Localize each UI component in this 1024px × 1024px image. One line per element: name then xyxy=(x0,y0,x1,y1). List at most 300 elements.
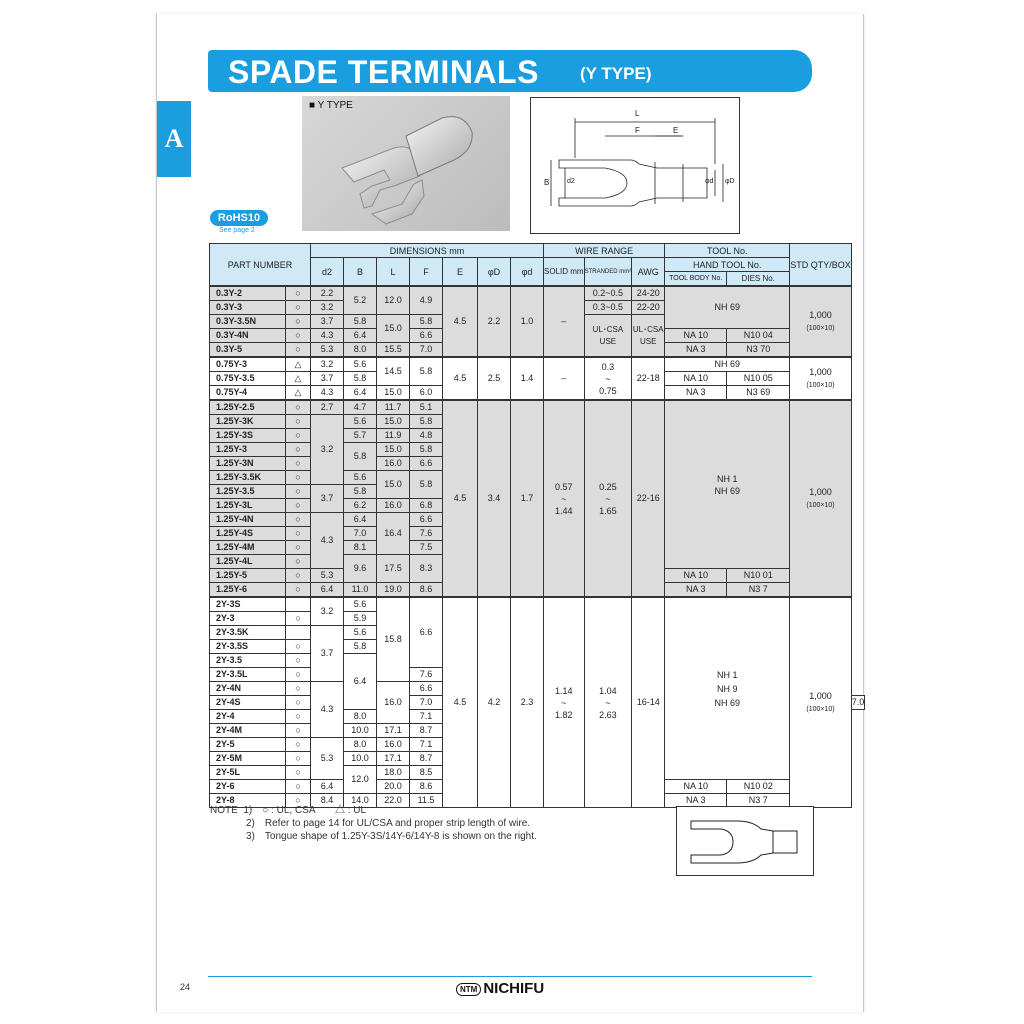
cell-E: 4.5 xyxy=(443,400,478,597)
part-number: 1.25Y-4L xyxy=(210,555,286,569)
part-number: 2Y-4 xyxy=(210,710,286,724)
approval-mark: ○ xyxy=(286,668,311,682)
cell-B: 5.2 xyxy=(344,286,377,315)
approval-mark: ○ xyxy=(286,682,311,696)
cell-L: 15.8 xyxy=(377,597,410,682)
cell-F: 11.5 xyxy=(410,794,443,808)
cell-L: 19.0 xyxy=(377,583,410,598)
cell-d2: 5.3 xyxy=(311,738,344,780)
qty-sub: (100×10) xyxy=(806,324,835,332)
cell-solid xyxy=(544,400,585,597)
range-tilde: ~ xyxy=(561,493,567,504)
cell-solid: – xyxy=(544,357,585,400)
approval-mark: ○ xyxy=(286,555,311,569)
cell-F: 6.6 xyxy=(410,597,443,668)
cell-dies: N10 04 xyxy=(727,329,790,343)
cell-L: 11.7 xyxy=(377,400,410,415)
part-number: 2Y-5M xyxy=(210,752,286,766)
col-tool-no: TOOL No. xyxy=(665,244,790,258)
part-number: 2Y-3.5 xyxy=(210,654,286,668)
part-number: 2Y-6 xyxy=(210,780,286,794)
brand-mark: NTM xyxy=(456,983,481,996)
dim-label-L: L xyxy=(635,109,640,118)
part-number: 2Y-4N xyxy=(210,682,286,696)
cell-phiD: 3.4 xyxy=(478,400,511,597)
tool-nh1: NH 1 xyxy=(716,669,738,680)
cell-qty xyxy=(790,286,852,357)
col-solid: SOLID mm xyxy=(544,258,585,287)
cell-F: 7.0 xyxy=(410,343,443,358)
qty-value: 1,000 xyxy=(809,366,832,377)
col-F: F xyxy=(410,258,443,287)
cell-B: 8.0 xyxy=(344,738,377,752)
approval-mark: ○ xyxy=(286,315,311,329)
col-dies: DIES No. xyxy=(727,272,790,287)
cell-dies: N3 69 xyxy=(727,386,790,401)
cell-d2: 2.7 xyxy=(311,400,344,415)
note-line xyxy=(210,804,537,817)
cell-d2: 4.3 xyxy=(311,682,344,738)
cell-F: 6.0 xyxy=(410,386,443,401)
part-number: 2Y-4S xyxy=(210,696,286,710)
cell-E: 4.5 xyxy=(443,286,478,357)
cell-B: 5.7 xyxy=(344,429,377,443)
footer-rule xyxy=(208,976,812,977)
cell-F: 8.3 xyxy=(410,555,443,583)
cell-B: 5.8 xyxy=(344,315,377,329)
approval-mark xyxy=(286,597,311,612)
stranded-min: 1.04 xyxy=(599,685,617,696)
cell-F: 7.0 xyxy=(851,696,865,710)
cell-solid xyxy=(544,597,585,808)
cell-phiD: 2.2 xyxy=(478,286,511,357)
col-awg: AWG xyxy=(632,258,665,287)
cell-B: 5.6 xyxy=(344,471,377,485)
cell-B: 6.2 xyxy=(344,499,377,513)
cell-F: 5.8 xyxy=(410,357,443,386)
qty-value: 1,000 xyxy=(809,690,832,701)
cell-L: 16.0 xyxy=(377,738,410,752)
terminal-photo-illustration xyxy=(302,96,510,231)
cell-tool-body: NH 69 xyxy=(665,286,790,329)
cell-tool-body: NA 10 xyxy=(665,569,727,583)
cell-L: 16.0 xyxy=(377,499,410,513)
cell-F: 5.8 xyxy=(410,471,443,499)
col-stranded: STRANDED mm² xyxy=(584,258,632,287)
approval-mark: ○ xyxy=(286,527,311,541)
cell-stranded xyxy=(584,597,632,808)
approval-mark: ○ xyxy=(286,329,311,343)
approval-mark: ○ xyxy=(286,415,311,429)
rohs-badge: RoHS10 xyxy=(210,210,268,226)
cell-F: 5.8 xyxy=(410,415,443,429)
range-tilde: ~ xyxy=(605,373,611,384)
cell-L: 15.0 xyxy=(377,386,410,401)
brand-name: NICHIFU xyxy=(483,980,545,997)
part-number: 0.75Y-4 xyxy=(210,386,286,401)
page-number: 24 xyxy=(180,982,191,992)
cell-L: 15.0 xyxy=(377,471,410,499)
col-L: L xyxy=(377,258,410,287)
approval-mark: ○ xyxy=(286,471,311,485)
cell-B: 5.8 xyxy=(344,640,377,654)
part-number: 1.25Y-3.5 xyxy=(210,485,286,499)
part-number: 2Y-3S xyxy=(210,597,286,612)
range-tilde: ~ xyxy=(605,493,611,504)
cell-B: 5.8 xyxy=(344,372,377,386)
stranded-min: 0.3 xyxy=(601,361,615,372)
part-number: 1.25Y-3.5K xyxy=(210,471,286,485)
part-number: 1.25Y-3K xyxy=(210,415,286,429)
cell-L: 16.0 xyxy=(377,682,410,724)
brand-logo xyxy=(456,980,544,997)
cell-B: 12.0 xyxy=(344,766,377,794)
cell-d2: 3.2 xyxy=(311,301,344,315)
cell-B: 5.8 xyxy=(344,443,377,471)
part-number: 0.3Y-2 xyxy=(210,286,286,301)
cell-L: 14.5 xyxy=(377,357,410,386)
table-row xyxy=(210,597,865,612)
cell-B: 8.1 xyxy=(344,541,377,555)
cell-L: 17.5 xyxy=(377,555,410,583)
cell-B: 5.6 xyxy=(344,415,377,429)
part-number: 1.25Y-5 xyxy=(210,569,286,583)
qty-sub: (100×10) xyxy=(806,381,835,389)
qty-sub: (100×10) xyxy=(806,705,835,713)
approval-mark: ○ xyxy=(286,780,311,794)
cell-dies: N10 05 xyxy=(727,372,790,386)
col-phiD: φD xyxy=(478,258,511,287)
cell-stranded xyxy=(584,400,632,597)
stranded-max: 2.63 xyxy=(599,709,617,720)
cell-tool-body: NA 10 xyxy=(665,329,727,343)
cell-B: 14.0 xyxy=(344,794,377,808)
cell-L: 15.0 xyxy=(377,443,410,457)
cell-L: 15.0 xyxy=(377,315,410,343)
dim-label-d2: d2 xyxy=(567,178,575,185)
col-part-number: PART NUMBER xyxy=(210,244,311,287)
qty-value: 1,000 xyxy=(809,309,832,320)
part-number: 2Y-3.5K xyxy=(210,626,286,640)
cell-F: 8.5 xyxy=(410,766,443,780)
cell-tool-body xyxy=(665,400,790,569)
cell-qty xyxy=(790,597,852,808)
approval-mark: ○ xyxy=(286,343,311,358)
cell-awg: 22-18 xyxy=(632,357,665,400)
approval-mark: △ xyxy=(286,372,311,386)
cell-tool-body: NA 3 xyxy=(665,794,727,808)
part-number: 2Y-8 xyxy=(210,794,286,808)
dim-label-F: F xyxy=(635,126,640,135)
cell-F: 7.1 xyxy=(410,710,443,724)
part-number: 1.25Y-4N xyxy=(210,513,286,527)
cell-L: 15.0 xyxy=(377,415,410,429)
part-number: 1.25Y-4S xyxy=(210,527,286,541)
cell-qty xyxy=(790,357,852,400)
solid-max: 1.82 xyxy=(555,709,573,720)
part-number: 1.25Y-3N xyxy=(210,457,286,471)
approval-mark: ○ xyxy=(286,400,311,415)
cell-L: 11.9 xyxy=(377,429,410,443)
tongue-shape-drawing xyxy=(676,806,814,876)
cell-d2: 3.7 xyxy=(311,626,344,682)
col-hand-tool: HAND TOOL No. xyxy=(665,258,790,272)
part-number: 0.75Y-3 xyxy=(210,357,286,372)
range-tilde: ~ xyxy=(561,697,567,708)
part-number: 1.25Y-3S xyxy=(210,429,286,443)
approval-mark: ○ xyxy=(286,485,311,499)
tool-nh69: NH 69 xyxy=(714,485,740,496)
cell-F: 4.9 xyxy=(410,286,443,315)
cell-L: 18.0 xyxy=(377,766,410,780)
cell-E: 4.5 xyxy=(443,357,478,400)
cell-d2: 4.3 xyxy=(311,513,344,569)
approval-mark: ○ xyxy=(286,457,311,471)
part-number: 1.25Y-2.5 xyxy=(210,400,286,415)
spec-table xyxy=(209,243,865,808)
cell-tool-body: NA 3 xyxy=(665,386,727,401)
cell-d2: 8.4 xyxy=(311,794,344,808)
cell-L: 17.1 xyxy=(377,724,410,738)
dim-label-E: E xyxy=(673,126,679,135)
cell-F: 8.7 xyxy=(410,752,443,766)
cell-dies: N3 7 xyxy=(727,794,790,808)
section-tab: A xyxy=(157,101,191,177)
cell-L: 22.0 xyxy=(377,794,410,808)
cell-F: 7.1 xyxy=(410,738,443,752)
cell-F: 8.6 xyxy=(410,583,443,598)
cell-d2: 6.4 xyxy=(311,583,344,598)
approval-mark: ○ xyxy=(286,752,311,766)
cell-F: 7.6 xyxy=(410,527,443,541)
table-row xyxy=(210,400,865,415)
dimension-drawing xyxy=(530,97,740,234)
cell-phid: 1.4 xyxy=(511,357,544,400)
part-number: 0.3Y-3.5N xyxy=(210,315,286,329)
range-tilde: ~ xyxy=(605,697,611,708)
solid-min: 1.14 xyxy=(555,685,573,696)
notes-block xyxy=(210,804,537,843)
part-number: 2Y-3 xyxy=(210,612,286,626)
cell-stranded xyxy=(584,357,632,400)
cell-L: 16.0 xyxy=(377,457,410,471)
rohs-see-page: See page 2 xyxy=(219,227,255,234)
cell-phid: 1.0 xyxy=(511,286,544,357)
part-number: 2Y-5L xyxy=(210,766,286,780)
table-row xyxy=(210,286,865,301)
cell-F: 6.6 xyxy=(410,329,443,343)
approval-mark: ○ xyxy=(286,499,311,513)
cell-L: 16.4 xyxy=(377,513,410,555)
part-number: 1.25Y-4M xyxy=(210,541,286,555)
cell-B: 6.4 xyxy=(344,513,377,527)
part-number: 2Y-4M xyxy=(210,724,286,738)
approval-mark: ○ xyxy=(286,640,311,654)
table-row xyxy=(210,357,865,372)
stranded-max: 1.65 xyxy=(599,505,617,516)
dim-label-B: B xyxy=(544,178,550,187)
cell-tool-body: NA 3 xyxy=(665,343,727,358)
part-number: 1.25Y-3L xyxy=(210,499,286,513)
cell-B: 10.0 xyxy=(344,752,377,766)
cell-tool-body xyxy=(665,597,790,780)
cell-L: 15.5 xyxy=(377,343,410,358)
cell-phiD: 2.5 xyxy=(478,357,511,400)
qty-value: 1,000 xyxy=(809,486,832,497)
cell-F: 5.8 xyxy=(410,315,443,329)
cell-F: 6.8 xyxy=(410,499,443,513)
notes-label: NOTE xyxy=(210,805,238,816)
cell-phiD: 4.2 xyxy=(478,597,511,808)
cell-d2: 5.3 xyxy=(311,569,344,583)
spade-terminal-drawing xyxy=(531,98,739,233)
cell-qty xyxy=(790,400,852,597)
cell-d2: 3.7 xyxy=(311,315,344,329)
approval-mark: ○ xyxy=(286,794,311,808)
part-number: 0.3Y-5 xyxy=(210,343,286,358)
approval-mark: ○ xyxy=(286,612,311,626)
solid-min: 0.57 xyxy=(555,481,573,492)
col-B: B xyxy=(344,258,377,287)
cell-awg: 22-20 xyxy=(632,301,665,315)
solid-max: 1.44 xyxy=(555,505,573,516)
stranded-max: 0.75 xyxy=(599,385,617,396)
cell-F: 8.7 xyxy=(410,724,443,738)
approval-mark: △ xyxy=(286,357,311,372)
cell-L: 17.1 xyxy=(377,752,410,766)
cell-d2: 4.3 xyxy=(311,329,344,343)
cell-dies: N10 02 xyxy=(727,780,790,794)
approval-mark: ○ xyxy=(286,513,311,527)
product-photo xyxy=(302,96,510,231)
part-number: 0.75Y-3.5 xyxy=(210,372,286,386)
note-1: 1) ○ : UL, CSA △ : UL xyxy=(243,805,367,816)
col-E: E xyxy=(443,258,478,287)
cell-B: 5.6 xyxy=(344,597,377,612)
qty-sub: (100×10) xyxy=(806,501,835,509)
cell-stranded: 0.3~0.5 xyxy=(584,301,632,315)
part-number: 2Y-3.5S xyxy=(210,640,286,654)
cell-d2: 3.2 xyxy=(311,597,344,626)
cell-F: 7.6 xyxy=(410,668,443,682)
cell-phid: 1.7 xyxy=(511,400,544,597)
approval-mark: ○ xyxy=(286,301,311,315)
title-banner xyxy=(208,50,812,92)
cell-F: 4.8 xyxy=(410,429,443,443)
approval-mark: ○ xyxy=(286,738,311,752)
cell-d2: 3.7 xyxy=(311,485,344,513)
cell-dies: N3 70 xyxy=(727,343,790,358)
cell-B: 6.4 xyxy=(344,654,377,710)
cell-B: 10.0 xyxy=(344,724,377,738)
part-number: 0.3Y-3 xyxy=(210,301,286,315)
cell-tool-body: NA 10 xyxy=(665,780,727,794)
cell-awg-note: UL･CSA USE xyxy=(632,315,665,358)
cell-F: 5.8 xyxy=(410,443,443,457)
cell-tool-body: NA 3 xyxy=(665,583,727,598)
part-number: 1.25Y-3 xyxy=(210,443,286,457)
part-number: 0.3Y-4N xyxy=(210,329,286,343)
cell-B: 7.0 xyxy=(344,527,377,541)
note-2: 2) Refer to page 14 for UL/CSA and proper strip length of wire. xyxy=(246,818,531,829)
tool-nh69: NH 69 xyxy=(714,697,740,708)
part-number: 2Y-3.5L xyxy=(210,668,286,682)
cell-F: 5.1 xyxy=(410,400,443,415)
cell-B: 5.9 xyxy=(344,612,377,626)
dim-label-phid: φd xyxy=(705,178,714,185)
approval-mark: ○ xyxy=(286,654,311,668)
note-3: 3) Tongue shape of 1.25Y-3S/14Y-6/14Y-8 is shown on the right. xyxy=(246,831,537,842)
cell-d2: 6.4 xyxy=(311,780,344,794)
cell-L: 12.0 xyxy=(377,286,410,315)
approval-mark: △ xyxy=(286,386,311,401)
cell-dies: N3 7 xyxy=(727,583,790,598)
approval-mark: ○ xyxy=(286,541,311,555)
cell-awg: 22-16 xyxy=(632,400,665,597)
cell-B: 8.0 xyxy=(344,343,377,358)
cell-F: 6.6 xyxy=(410,457,443,471)
cell-B: 8.0 xyxy=(344,710,377,724)
cell-F: 8.6 xyxy=(410,780,443,794)
cell-F: 7.5 xyxy=(410,541,443,555)
cell-awg: 16-14 xyxy=(632,597,665,808)
cell-tool-body: NH 69 xyxy=(665,357,790,372)
cell-d2: 3.2 xyxy=(311,357,344,372)
cell-awg: 24-20 xyxy=(632,286,665,301)
cell-B: 4.7 xyxy=(344,400,377,415)
cell-B: 5.6 xyxy=(344,626,377,640)
photo-label: ■ Y TYPE xyxy=(309,100,353,111)
cell-L: 20.0 xyxy=(377,780,410,794)
approval-mark: ○ xyxy=(286,286,311,301)
approval-mark: ○ xyxy=(286,724,311,738)
col-dimensions: DIMENSIONS mm xyxy=(311,244,544,258)
cell-tool-body: NA 10 xyxy=(665,372,727,386)
cell-B: 6.4 xyxy=(344,386,377,401)
cell-B: 11.0 xyxy=(344,583,377,598)
col-d2: d2 xyxy=(311,258,344,287)
tool-nh9: NH 9 xyxy=(716,683,738,694)
col-phid: φd xyxy=(511,258,544,287)
cell-B: 5.8 xyxy=(344,485,377,499)
cell-d2: 3.2 xyxy=(311,415,344,485)
cell-F: 6.6 xyxy=(410,682,443,696)
cell-d2: 2.2 xyxy=(311,286,344,301)
cell-solid: – xyxy=(544,286,585,357)
cell-B: 7.0 xyxy=(410,696,443,710)
col-wire-range: WIRE RANGE xyxy=(544,244,665,258)
cell-d2: 4.3 xyxy=(311,386,344,401)
approval-mark: ○ xyxy=(286,569,311,583)
approval-mark: ○ xyxy=(286,443,311,457)
cell-d2: 3.7 xyxy=(311,372,344,386)
dim-label-phiD: φD xyxy=(725,178,735,185)
cell-F: 6.6 xyxy=(410,513,443,527)
cell-d2: 5.3 xyxy=(311,343,344,358)
stranded-min: 0.25 xyxy=(599,481,617,492)
col-tool-body: TOOL BODY No. xyxy=(665,272,727,287)
cell-B: 6.4 xyxy=(344,329,377,343)
approval-mark: ○ xyxy=(286,710,311,724)
part-number: 2Y-5 xyxy=(210,738,286,752)
col-std-qty: STD QTY/BOX xyxy=(790,244,852,287)
approval-mark: ○ xyxy=(286,429,311,443)
cell-stranded-note: UL･CSA USE xyxy=(584,315,632,358)
cell-phid: 2.3 xyxy=(511,597,544,808)
part-number: 1.25Y-6 xyxy=(210,583,286,598)
approval-mark: ○ xyxy=(286,583,311,598)
cell-stranded: 0.2~0.5 xyxy=(584,286,632,301)
